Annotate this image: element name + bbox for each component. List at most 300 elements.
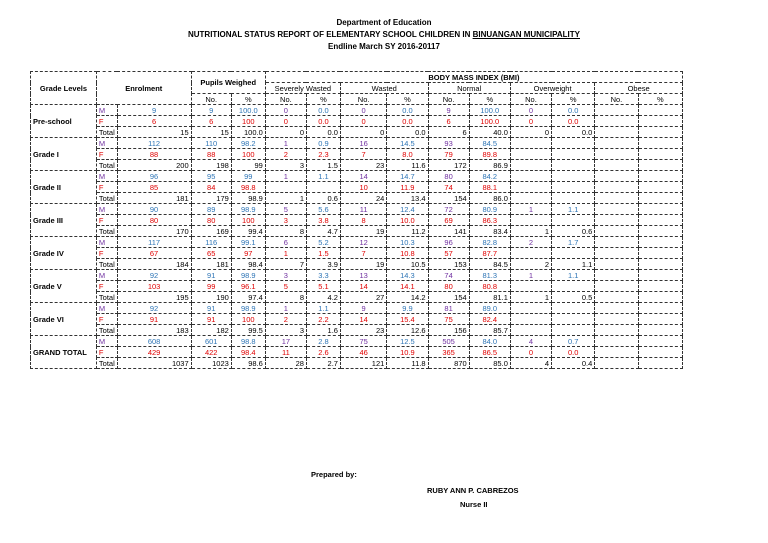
table-cell: 97 <box>231 248 265 259</box>
sex-label: F <box>96 215 117 226</box>
table-cell <box>595 171 638 182</box>
table-cell: 429 <box>117 347 191 358</box>
table-cell: 15 <box>117 127 191 138</box>
sex-label: F <box>96 281 117 292</box>
table-cell: 11.9 <box>387 182 428 193</box>
table-cell <box>638 259 682 270</box>
table-cell: 0.0 <box>306 127 340 138</box>
table-cell <box>552 193 595 204</box>
sex-label: Total <box>96 127 117 138</box>
table-cell: 8 <box>265 292 306 303</box>
table-cell: 0 <box>340 116 386 127</box>
table-cell: 10.9 <box>387 347 428 358</box>
table-cell: 12.6 <box>387 325 428 336</box>
table-cell: 2.6 <box>306 347 340 358</box>
table-cell: 1 <box>510 226 551 237</box>
table-cell: 82.8 <box>469 237 510 248</box>
table-cell <box>552 314 595 325</box>
table-cell: 95 <box>191 171 231 182</box>
table-cell: 17 <box>265 336 306 347</box>
table-cell: 4 <box>510 358 551 369</box>
table-cell: 100.0 <box>231 127 265 138</box>
table-cell: 86.9 <box>469 160 510 171</box>
sub-pct: % <box>469 94 510 105</box>
table-cell: 116 <box>191 237 231 248</box>
table-cell <box>510 248 551 259</box>
table-cell <box>638 358 682 369</box>
table-cell: 2 <box>265 149 306 160</box>
sex-label: M <box>96 270 117 281</box>
table-cell: 84.0 <box>469 336 510 347</box>
table-cell <box>552 160 595 171</box>
table-cell <box>595 160 638 171</box>
table-cell: 1 <box>265 138 306 149</box>
report-title-text: NUTRITIONAL STATUS REPORT OF ELEMENTARY SCHOOL CHILDREN IN <box>187 30 473 39</box>
table-cell <box>638 160 682 171</box>
table-cell: 10.0 <box>387 215 428 226</box>
table-cell: 10.5 <box>387 259 428 270</box>
table-cell <box>638 138 682 149</box>
table-cell: 10 <box>340 182 386 193</box>
table-cell: 103 <box>117 281 191 292</box>
table-cell: 0.0 <box>387 116 428 127</box>
grade-label: Grade V <box>31 270 97 303</box>
table-cell: 46 <box>340 347 386 358</box>
table-cell: 14.1 <box>387 281 428 292</box>
table-cell: 0.0 <box>387 127 428 138</box>
grade-label: GRAND TOTAL <box>31 336 97 369</box>
table-cell: 1 <box>265 171 306 182</box>
sub-pct: % <box>306 94 340 105</box>
table-cell: 98.8 <box>231 182 265 193</box>
table-cell: 1.1 <box>306 303 340 314</box>
table-cell: 154 <box>428 292 469 303</box>
table-cell <box>595 215 638 226</box>
table-cell: 8.0 <box>387 149 428 160</box>
table-cell: 11 <box>340 204 386 215</box>
table-cell: 80.9 <box>469 204 510 215</box>
table-cell: 0.0 <box>387 105 428 116</box>
sex-label: F <box>96 149 117 160</box>
table-cell <box>552 149 595 160</box>
table-cell: 1.5 <box>306 160 340 171</box>
table-row <box>31 105 683 116</box>
report-period: Endline March SY 2016-20117 <box>328 42 440 51</box>
table-cell: 1.5 <box>306 248 340 259</box>
table-row <box>31 116 683 127</box>
table-cell: 24 <box>340 193 386 204</box>
table-cell: 154 <box>428 193 469 204</box>
table-cell <box>638 292 682 303</box>
table-cell: 99.4 <box>231 226 265 237</box>
table-cell: 13 <box>340 270 386 281</box>
table-cell: 84.5 <box>469 138 510 149</box>
table-cell <box>552 281 595 292</box>
table-cell: 83.4 <box>469 226 510 237</box>
table-cell <box>638 237 682 248</box>
table-cell: 14 <box>340 314 386 325</box>
table-cell: 57 <box>428 248 469 259</box>
grade-label: Pre-school <box>31 105 97 138</box>
table-cell <box>595 226 638 237</box>
table-cell: 86.3 <box>469 215 510 226</box>
table-cell: 91 <box>191 314 231 325</box>
table-cell: 16 <box>340 138 386 149</box>
table-cell: 9 <box>191 105 231 116</box>
table-cell: 0 <box>340 105 386 116</box>
table-cell: 6 <box>265 237 306 248</box>
sub-pct: % <box>638 94 682 105</box>
table-cell: 91 <box>191 270 231 281</box>
table-cell: 100.0 <box>231 105 265 116</box>
table-cell: 14.2 <box>387 292 428 303</box>
sex-label: M <box>96 303 117 314</box>
table-cell: 86.5 <box>469 347 510 358</box>
table-row <box>31 314 683 325</box>
table-cell: 2 <box>510 237 551 248</box>
table-row <box>31 171 683 182</box>
table-cell: 99.1 <box>231 237 265 248</box>
grade-label: Grade VI <box>31 303 97 336</box>
table-row <box>31 336 683 347</box>
table-cell: 1 <box>265 248 306 259</box>
table-cell: 10.8 <box>387 248 428 259</box>
table-cell: 14.7 <box>387 171 428 182</box>
table-cell: 6 <box>428 116 469 127</box>
table-cell <box>638 347 682 358</box>
table-cell: 505 <box>428 336 469 347</box>
table-cell: 11 <box>265 347 306 358</box>
table-cell: 98.4 <box>231 259 265 270</box>
table-cell: 0.6 <box>306 193 340 204</box>
table-cell <box>595 325 638 336</box>
table-cell: 7 <box>265 259 306 270</box>
table-cell: 14.5 <box>387 138 428 149</box>
table-cell: 92 <box>117 303 191 314</box>
table-cell <box>595 336 638 347</box>
table-cell: 99.5 <box>231 325 265 336</box>
table-cell <box>595 248 638 259</box>
col-normal: Normal <box>428 83 510 94</box>
table-cell: 4 <box>510 336 551 347</box>
table-cell: 1.7 <box>552 237 595 248</box>
sub-pct: % <box>231 94 265 105</box>
sex-label: M <box>96 336 117 347</box>
table-cell <box>595 292 638 303</box>
sex-label: Total <box>96 358 117 369</box>
col-severely-wasted: Severely Wasted <box>265 83 340 94</box>
table-cell <box>552 325 595 336</box>
table-cell: 75 <box>340 336 386 347</box>
table-cell: 190 <box>191 292 231 303</box>
table-cell: 100 <box>231 215 265 226</box>
table-cell: 0 <box>510 105 551 116</box>
table-cell: 179 <box>191 193 231 204</box>
sub-no: No. <box>265 94 306 105</box>
table-row <box>31 347 683 358</box>
table-cell: 0 <box>265 127 306 138</box>
table-cell: 7 <box>340 248 386 259</box>
table-cell: 184 <box>117 259 191 270</box>
table-cell: 93 <box>428 138 469 149</box>
table-cell: 1023 <box>191 358 231 369</box>
table-cell: 65 <box>191 248 231 259</box>
table-cell <box>638 303 682 314</box>
table-cell: 0.7 <box>552 336 595 347</box>
preparer-name: RUBY ANN P. CABREZOS <box>427 486 519 495</box>
sex-label: M <box>96 171 117 182</box>
table-cell: 3.3 <box>306 270 340 281</box>
table-cell: 88 <box>117 149 191 160</box>
table-cell <box>265 182 306 193</box>
table-cell: 0.5 <box>552 292 595 303</box>
table-cell: 67 <box>117 248 191 259</box>
table-cell <box>595 204 638 215</box>
table-cell: 3.8 <box>306 215 340 226</box>
table-row <box>31 182 683 193</box>
grade-label: Grade IV <box>31 237 97 270</box>
sex-label: M <box>96 105 117 116</box>
table-cell: 1.1 <box>552 204 595 215</box>
table-cell <box>638 215 682 226</box>
sex-label: Total <box>96 226 117 237</box>
table-cell: 11.8 <box>387 358 428 369</box>
table-cell: 14 <box>340 281 386 292</box>
table-body <box>31 105 683 369</box>
table-cell: 88.1 <box>469 182 510 193</box>
table-cell: 89.8 <box>469 149 510 160</box>
table-cell <box>638 171 682 182</box>
table-cell: 5.1 <box>306 281 340 292</box>
table-cell: 3 <box>265 160 306 171</box>
table-cell <box>638 325 682 336</box>
sex-label: F <box>96 182 117 193</box>
table-cell: 1 <box>265 193 306 204</box>
table-cell: 0 <box>510 127 551 138</box>
table-cell: 4.2 <box>306 292 340 303</box>
table-row <box>31 303 683 314</box>
table-cell <box>638 182 682 193</box>
table-cell: 90 <box>117 204 191 215</box>
table-cell <box>638 127 682 138</box>
table-cell: 1 <box>510 204 551 215</box>
table-cell <box>552 171 595 182</box>
table-cell: 110 <box>191 138 231 149</box>
grade-label: Grade III <box>31 204 97 237</box>
sub-no: No. <box>595 94 638 105</box>
table-cell: 6 <box>428 127 469 138</box>
table-cell: 96 <box>117 171 191 182</box>
table-row <box>31 127 683 138</box>
table-cell: 15.4 <box>387 314 428 325</box>
table-cell: 2.3 <box>306 149 340 160</box>
table-cell: 100 <box>231 149 265 160</box>
sex-label: F <box>96 116 117 127</box>
table-cell: 89.0 <box>469 303 510 314</box>
table-row <box>31 248 683 259</box>
grade-label: Grade I <box>31 138 97 171</box>
table-cell: 15 <box>191 127 231 138</box>
table-cell <box>552 138 595 149</box>
table-cell: 2.8 <box>306 336 340 347</box>
table-cell: 6 <box>117 116 191 127</box>
table-cell <box>638 149 682 160</box>
table-cell: 169 <box>191 226 231 237</box>
table-cell: 84.2 <box>469 171 510 182</box>
table-cell: 1 <box>510 292 551 303</box>
table-cell: 1 <box>510 270 551 281</box>
table-cell <box>552 215 595 226</box>
sex-label: Total <box>96 160 117 171</box>
table-cell: 5.6 <box>306 204 340 215</box>
grade-label: Grade II <box>31 171 97 204</box>
table-cell: 182 <box>191 325 231 336</box>
table-cell: 1.1 <box>552 259 595 270</box>
table-cell <box>595 358 638 369</box>
table-cell: 153 <box>428 259 469 270</box>
table-cell <box>638 193 682 204</box>
table-cell: 156 <box>428 325 469 336</box>
table-cell: 98.8 <box>231 336 265 347</box>
table-cell <box>510 215 551 226</box>
sex-label: F <box>96 248 117 259</box>
sex-label: M <box>96 237 117 248</box>
table-row <box>31 259 683 270</box>
table-cell: 98.4 <box>231 347 265 358</box>
table-row <box>31 270 683 281</box>
table-cell: 80 <box>428 171 469 182</box>
table-cell <box>510 325 551 336</box>
table-cell: 96 <box>428 237 469 248</box>
table-cell: 98.9 <box>231 204 265 215</box>
table-cell: 86.0 <box>469 193 510 204</box>
table-cell: 3 <box>265 215 306 226</box>
table-cell: 3 <box>265 325 306 336</box>
table-cell: 23 <box>340 325 386 336</box>
table-cell <box>552 248 595 259</box>
table-cell <box>638 204 682 215</box>
table-cell: 28 <box>265 358 306 369</box>
table-row <box>31 292 683 303</box>
table-cell: 8 <box>340 215 386 226</box>
report-title-municipality: BINUANGAN MUNICIPALITY <box>472 30 580 39</box>
table-cell: 81 <box>428 303 469 314</box>
table-cell: 0.0 <box>306 105 340 116</box>
table-cell: 88 <box>191 149 231 160</box>
col-obese: Obese <box>595 83 683 94</box>
table-cell: 601 <box>191 336 231 347</box>
table-cell: 1.6 <box>306 325 340 336</box>
table-cell: 96.1 <box>231 281 265 292</box>
table-cell <box>638 270 682 281</box>
table-cell <box>595 127 638 138</box>
table-cell: 117 <box>117 237 191 248</box>
table-row <box>31 226 683 237</box>
table-cell <box>306 182 340 193</box>
table-cell: 1.1 <box>306 171 340 182</box>
table-cell <box>510 303 551 314</box>
table-cell: 198 <box>191 160 231 171</box>
table-cell: 19 <box>340 259 386 270</box>
sex-label: Total <box>96 259 117 270</box>
table-cell: 870 <box>428 358 469 369</box>
table-cell: 0.0 <box>552 347 595 358</box>
table-cell: 2 <box>510 259 551 270</box>
table-cell: 2.2 <box>306 314 340 325</box>
table-cell <box>595 281 638 292</box>
col-bmi: BODY MASS INDEX (BMI) <box>265 72 682 83</box>
table-cell: 89 <box>191 204 231 215</box>
table-cell: 87.7 <box>469 248 510 259</box>
table-cell <box>510 138 551 149</box>
table-cell: 23 <box>340 160 386 171</box>
table-cell <box>510 193 551 204</box>
table-cell <box>510 160 551 171</box>
sex-label: F <box>96 314 117 325</box>
table-cell: 75 <box>428 314 469 325</box>
table-cell: 81.1 <box>469 292 510 303</box>
sub-pct: % <box>387 94 428 105</box>
table-cell: 72 <box>428 204 469 215</box>
table-cell: 1037 <box>117 358 191 369</box>
table-cell: 0 <box>265 116 306 127</box>
table-cell: 0 <box>510 116 551 127</box>
department-title: Department of Education <box>336 18 432 27</box>
report-title <box>0 30 768 40</box>
table-cell: 422 <box>191 347 231 358</box>
table-cell: 0.4 <box>552 358 595 369</box>
table-cell: 92 <box>117 270 191 281</box>
col-enrolment: Enrolment <box>96 72 191 105</box>
table-cell: 13.4 <box>387 193 428 204</box>
table-cell: 11.6 <box>387 160 428 171</box>
table-cell: 9 <box>117 105 191 116</box>
table-cell <box>552 303 595 314</box>
table-cell: 10.3 <box>387 237 428 248</box>
table-cell <box>595 138 638 149</box>
table-cell <box>510 281 551 292</box>
col-grade-levels: Grade Levels <box>31 72 97 105</box>
table-row <box>31 358 683 369</box>
table-cell: 7 <box>340 149 386 160</box>
table-cell: 2.7 <box>306 358 340 369</box>
table-cell: 85.0 <box>469 358 510 369</box>
table-cell: 12.5 <box>387 336 428 347</box>
table-cell: 0 <box>340 127 386 138</box>
table-cell <box>638 336 682 347</box>
table-cell: 82.4 <box>469 314 510 325</box>
table-cell: 98.9 <box>231 193 265 204</box>
table-cell: 80 <box>428 281 469 292</box>
table-row <box>31 281 683 292</box>
table-cell: 8 <box>265 226 306 237</box>
table-cell <box>510 149 551 160</box>
sub-no: No. <box>191 94 231 105</box>
table-row <box>31 237 683 248</box>
table-cell: 170 <box>117 226 191 237</box>
table-cell: 5 <box>265 281 306 292</box>
table-cell: 3.9 <box>306 259 340 270</box>
table-cell: 74 <box>428 270 469 281</box>
table-cell: 112 <box>117 138 191 149</box>
table-cell: 98.9 <box>231 270 265 281</box>
table-cell: 27 <box>340 292 386 303</box>
table-cell <box>510 171 551 182</box>
table-cell <box>595 303 638 314</box>
table-cell: 121 <box>340 358 386 369</box>
table-cell: 9.9 <box>387 303 428 314</box>
table-cell: 98.2 <box>231 138 265 149</box>
